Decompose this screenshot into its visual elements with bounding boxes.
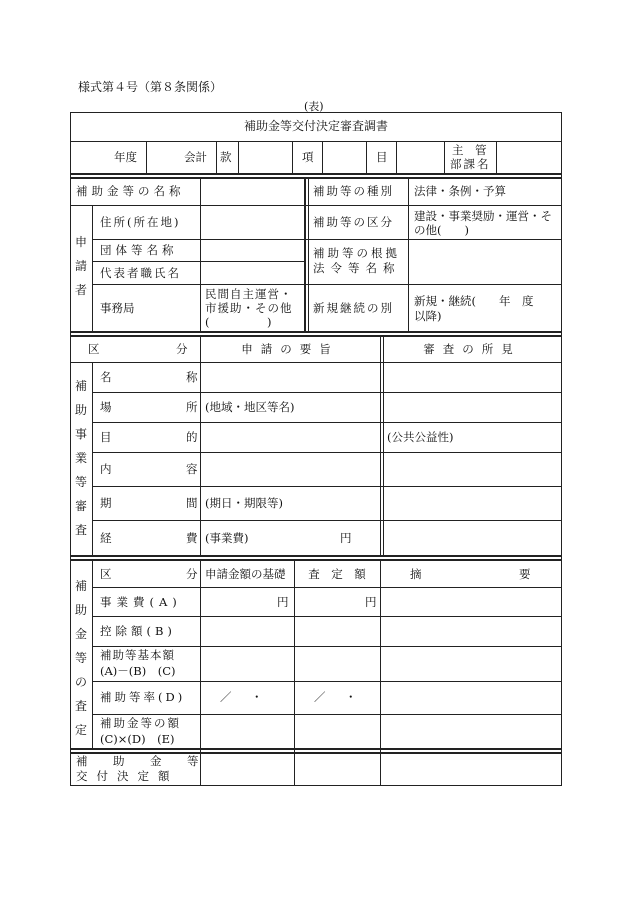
grant-decision-assessed-field[interactable]: [295, 753, 380, 785]
remarks-header-2: 要: [519, 567, 531, 581]
grant-decision-label-1: 補 助 金 等: [76, 754, 206, 768]
project-content-label-b: 容: [186, 462, 198, 476]
assessment-vertical-label: 補 助 金 等 の 査 定: [74, 579, 87, 737]
project-place-label-b: 所: [186, 400, 198, 414]
moku-label: 目: [376, 150, 388, 164]
project-cost-a-yen: 円: [277, 595, 289, 609]
project-period-label-b: 間: [186, 496, 198, 510]
project-name-label-b: 称: [186, 370, 198, 384]
base-amount-label-1: 補助等基本額: [100, 648, 175, 662]
account-label: 会計: [184, 150, 207, 164]
assessed-amount-header: 査 定 額: [308, 567, 366, 581]
project-period-label-a: 期: [100, 496, 112, 510]
deduction-b-label: 控除額(B): [100, 624, 176, 638]
subsidy-category-value-1: 建設・事業奨励・運営・そ: [414, 209, 552, 223]
project-kubun-label: 区: [88, 342, 100, 356]
subsidy-category-value-2: の他( ): [414, 223, 469, 237]
subsidy-rate-label: 補助等率(D): [100, 690, 186, 704]
legal-basis-field[interactable]: [409, 240, 561, 284]
project-cost-yen: 円: [340, 531, 352, 545]
subsidy-rate-application: ／ ・: [220, 690, 267, 704]
new-continuing-value-2: 以降): [414, 309, 442, 323]
secretariat-option-2: 市援助・その他: [205, 301, 293, 315]
project-content-label-a: 内: [100, 462, 112, 476]
secretariat-label: 事務局: [100, 301, 135, 315]
address-field[interactable]: [201, 206, 304, 239]
grant-decision-label-2: 交付決定額: [76, 769, 179, 783]
organization-name-label: 団体等名称: [100, 243, 178, 257]
organization-name-field[interactable]: [201, 240, 304, 261]
project-cost-a-field[interactable]: [201, 588, 294, 616]
grant-decision-application-field[interactable]: [201, 753, 294, 785]
project-name-label-a: 名: [100, 370, 112, 384]
review-findings-header: 審査の所見: [423, 342, 521, 356]
subsidy-rate-assessed: ／ ・: [314, 690, 361, 704]
kan-label: 款: [220, 150, 232, 164]
assessed-cost-field[interactable]: [295, 588, 380, 616]
project-place-value: (地域・地区等名): [205, 400, 295, 414]
department-label-1: 主 管: [452, 143, 487, 157]
project-purpose-note: (公共公益性): [387, 430, 454, 444]
department-label-2: 部課名: [450, 157, 491, 171]
representative-label: 代表者職氏名: [100, 266, 181, 280]
project-review-vertical-label: 補 助 事 業 等 審 査: [74, 379, 87, 537]
project-place-label-a: 場: [100, 400, 112, 414]
project-cost-label-a: 経: [100, 531, 112, 545]
project-purpose-label-a: 目: [100, 430, 112, 444]
project-period-value: (期日・期限等): [205, 496, 283, 510]
review-form-table: [70, 112, 562, 785]
secretariat-option-3: ( ): [205, 315, 272, 329]
front-side-label: (表): [304, 100, 324, 113]
base-amount-label-2: (A)－(B) (C): [100, 664, 176, 678]
project-bun-label: 分: [176, 342, 188, 356]
kou-label: 項: [302, 150, 314, 164]
subsidy-type-label: 補助等の種別: [313, 184, 394, 198]
legal-basis-label-1: 補助等の根拠: [313, 246, 400, 260]
subsidy-amount-label-1: 補助金等の額: [100, 716, 181, 730]
assessment-bun-label: 分: [186, 567, 198, 581]
new-continuing-label: 新規継続の別: [313, 301, 394, 315]
form-title: 補助金等交付決定審査調書: [243, 119, 388, 133]
legal-basis-label-2: 法令等名称: [313, 261, 401, 275]
department-field[interactable]: [497, 142, 561, 172]
project-name-field[interactable]: [201, 363, 380, 392]
application-basis-header: 申請金額の基礎: [205, 567, 286, 581]
form-number-label: 様式第４号（第８条関係）: [78, 80, 223, 94]
grant-decision-remarks-field[interactable]: [381, 753, 561, 785]
new-continuing-value-1: 新規・継続( 年 度: [414, 294, 534, 308]
address-label: 住所(所在地): [100, 215, 181, 229]
project-cost-label-b: 費: [186, 531, 198, 545]
project-purpose-label-b: 的: [186, 430, 198, 444]
project-cost-a-label: 事業費(A): [100, 595, 182, 609]
subsidy-amount-label-2: (C)×(D) (E): [100, 732, 175, 746]
remarks-header-1: 摘: [410, 567, 422, 581]
project-cost-value: (事業費): [205, 531, 249, 545]
subsidy-type-value: 法律・条例・予算: [414, 184, 506, 198]
applicant-vertical-label: 申 請 者: [74, 235, 87, 297]
application-summary-header: 申請の要旨: [241, 342, 339, 356]
subsidy-name-field[interactable]: [201, 178, 304, 205]
fiscal-year-label: 年度: [114, 150, 137, 164]
subsidy-category-label: 補助等の区分: [313, 215, 394, 229]
assessed-cost-yen: 円: [365, 595, 377, 609]
representative-field[interactable]: [201, 262, 304, 284]
fiscal-year-field[interactable]: [70, 142, 114, 172]
subsidy-name-label: 補助金等の名称: [76, 184, 185, 198]
assessment-kubun-label: 区: [100, 567, 112, 581]
secretariat-option-1: 民間自主運営・: [205, 287, 293, 301]
